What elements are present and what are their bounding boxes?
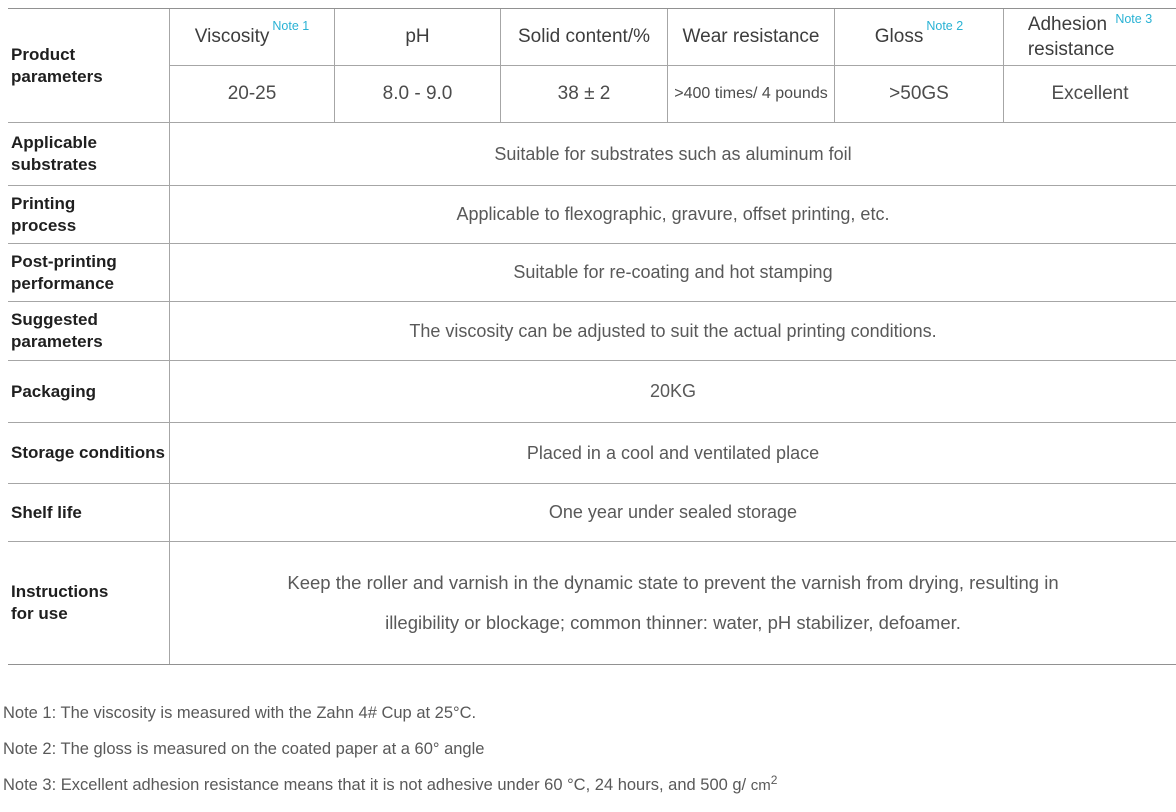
row-content-shelf-life: One year under sealed storage	[170, 484, 1176, 542]
product-parameters-table	[8, 8, 1176, 665]
row-content-instructions-for-use: Keep the roller and varnish in the dynamic state to prevent the varnish from drying, resulting in illegibility or blockage; common thinner: water, pH stabilizer, defoamer.	[287, 572, 1059, 633]
row-label-post-printing-performance: Post-printing performance	[8, 244, 170, 302]
value-adhesion-resistance: Excellent	[1004, 66, 1176, 123]
corner-cell-product-parameters	[8, 9, 170, 123]
row-label-printing-process: Printing process	[8, 186, 170, 244]
header-gloss-label: Gloss	[874, 26, 924, 47]
header-adhesion-line1: Adhesion	[1027, 14, 1108, 35]
header-wear-resistance: Wear resistance	[668, 9, 835, 66]
row-label-shelf-life: Shelf life	[8, 484, 170, 542]
header-adhesion-resistance	[1004, 9, 1176, 66]
header-adhesion-line2: resistance	[1027, 39, 1115, 60]
row-label-packaging: Packaging	[8, 361, 170, 423]
header-solid-content: Solid content/%	[501, 9, 668, 66]
header-viscosity-label: Viscosity	[194, 26, 270, 47]
value-ph: 8.0 - 9.0	[335, 66, 501, 123]
note3-superscript: Note 3	[1115, 12, 1153, 26]
header-viscosity	[170, 9, 335, 66]
row-content-applicable-substrates: Suitable for substrates such as aluminum foil	[170, 123, 1176, 186]
row-label-storage-conditions: Storage conditions	[8, 423, 170, 484]
row-content-storage-conditions: Placed in a cool and ventilated place	[170, 423, 1176, 484]
footnote-3: Note 3: Excellent adhesion resistance means that it is not adhesive under 60 °C, 24 hours, and 500 g/ cm$^2$	[3, 773, 778, 794]
footnote-1: Note 1: The viscosity is measured with the Zahn 4# Cup at 25°C.	[3, 704, 477, 722]
row-content-post-printing-performance: Suitable for re-coating and hot stamping	[170, 244, 1176, 302]
row-content-suggested-parameters: The viscosity can be adjusted to suit the actual printing conditions.	[170, 302, 1176, 361]
value-gloss: >50GS	[835, 66, 1004, 123]
value-wear-resistance: >400 times/ 4 pounds	[668, 66, 835, 123]
value-solid-content: 38 ± 2	[501, 66, 668, 123]
footnotes	[3, 703, 777, 812]
row-label-suggested-parameters: Suggested parameters	[8, 302, 170, 361]
corner-label: Product parameters	[11, 44, 103, 86]
row-label-instructions-for-use: Instructions for use	[8, 542, 170, 664]
row-label-applicable-substrates: Applicable substrates	[8, 123, 170, 186]
note1-superscript: Note 1	[272, 19, 310, 33]
value-viscosity: 20-25	[170, 66, 335, 123]
header-ph: pH	[335, 9, 501, 66]
footnote-2: Note 2: The gloss is measured on the coated paper at a 60° angle	[3, 740, 485, 758]
note2-superscript: Note 2	[926, 19, 964, 33]
row-content-packaging: 20KG	[170, 361, 1176, 423]
row-content-printing-process: Applicable to flexographic, gravure, offset printing, etc.	[170, 186, 1176, 244]
header-gloss	[835, 9, 1004, 66]
